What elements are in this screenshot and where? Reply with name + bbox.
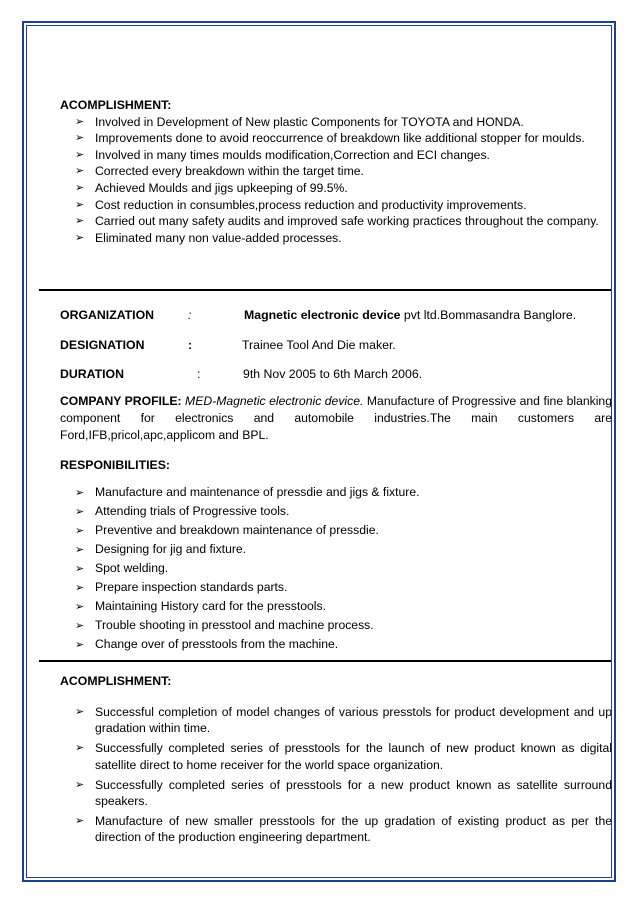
field-value: Trainee Tool And Die maker. — [242, 338, 396, 352]
section-divider — [39, 660, 611, 662]
company-profile — [60, 393, 612, 443]
organization-location: pvt ltd.Bommasandra Banglore. — [400, 308, 577, 322]
list-item: ➢ Trouble shooting in presstool and machine process. — [60, 616, 612, 635]
list-item: ➢ Maintaining History card for the presstools. — [60, 597, 612, 616]
section-heading: ACOMPLISHMENT: — [60, 674, 172, 688]
company-name: MED-Magnetic electronic device. — [185, 394, 364, 408]
accomplishment-section-2 — [60, 674, 612, 849]
field-label: COMPANY PROFILE: — [60, 394, 182, 408]
company-description: Manufacture of Progressive and fine blanking component for electronics and automobile industries.The main customers are Ford,IFB,pricol,apc,applicom and BPL. — [60, 394, 612, 442]
list-item: ➢ Spot welding. — [60, 559, 612, 578]
list-item: ➢ Carried out many safety audits and improved safe working practices throughout the company. — [60, 213, 612, 230]
accomplishment-section-1 — [60, 97, 612, 246]
field-value: 9th Nov 2005 to 6th March 2006. — [243, 367, 423, 381]
list-item: ➢ Designing for jig and fixture. — [60, 540, 612, 559]
field-label: DESIGNATION — [60, 338, 145, 352]
list-item: ➢ Attending trials of Progressive tools. — [60, 502, 612, 521]
list-item: ➢ Manufacture of new smaller presstools for the up gradation of existing product as per the direction of the production engineering department. — [60, 813, 612, 846]
list-item: ➢ Improvements done to avoid reoccurrence of breakdown like additional stopper for moulds. — [60, 130, 612, 147]
list-item: ➢ Involved in many times moulds modification,Correction and ECI changes. — [60, 147, 612, 164]
list-item: ➢ Successfully completed series of presstools for a new product known as satellite surround speakers. — [60, 777, 612, 810]
field-label: DURATION — [60, 367, 124, 381]
organization-name: Magnetic electronic device — [244, 308, 401, 322]
section-heading: RESPONIBILITIES: — [60, 458, 170, 472]
list-item: ➢ Achieved Moulds and jigs upkeeping of 99.5%. — [60, 180, 612, 197]
accomplishment-list — [60, 704, 612, 846]
field-colon: : — [188, 338, 193, 352]
list-item: ➢ Change over of presstools from the machine. — [60, 635, 612, 654]
list-item: ➢ Successfully completed series of presstools for the launch of new product known as digital satellite direct to home receiver for the world space organization. — [60, 740, 612, 773]
list-item: ➢ Preventive and breakdown maintenance of pressdie. — [60, 521, 612, 540]
field-colon: : — [188, 308, 192, 322]
list-item: ➢ Corrected every breakdown within the target time. — [60, 163, 612, 180]
accomplishment-list — [60, 114, 612, 247]
section-heading: ACOMPLISHMENT: — [60, 98, 172, 112]
section-divider — [39, 289, 611, 291]
field-label: ORGANIZATION — [60, 308, 155, 322]
responsibilities-list — [60, 483, 612, 654]
list-item: ➢ Manufacture and maintenance of pressdie and jigs & fixture. — [60, 483, 612, 502]
list-item: ➢ Cost reduction in consumbles,process reduction and productivity improvements. — [60, 197, 612, 214]
list-item: ➢ Involved in Development of New plastic Components for TOYOTA and HONDA. — [60, 114, 612, 131]
list-item: ➢ Eliminated many non value-added processes. — [60, 230, 612, 247]
list-item: ➢ Prepare inspection standards parts. — [60, 578, 612, 597]
list-item: ➢ Successful completion of model changes of various presstols for product development and up gradation within time. — [60, 704, 612, 737]
field-colon: : — [197, 367, 201, 381]
field-value — [244, 308, 576, 322]
responsibilities-section — [60, 458, 612, 654]
